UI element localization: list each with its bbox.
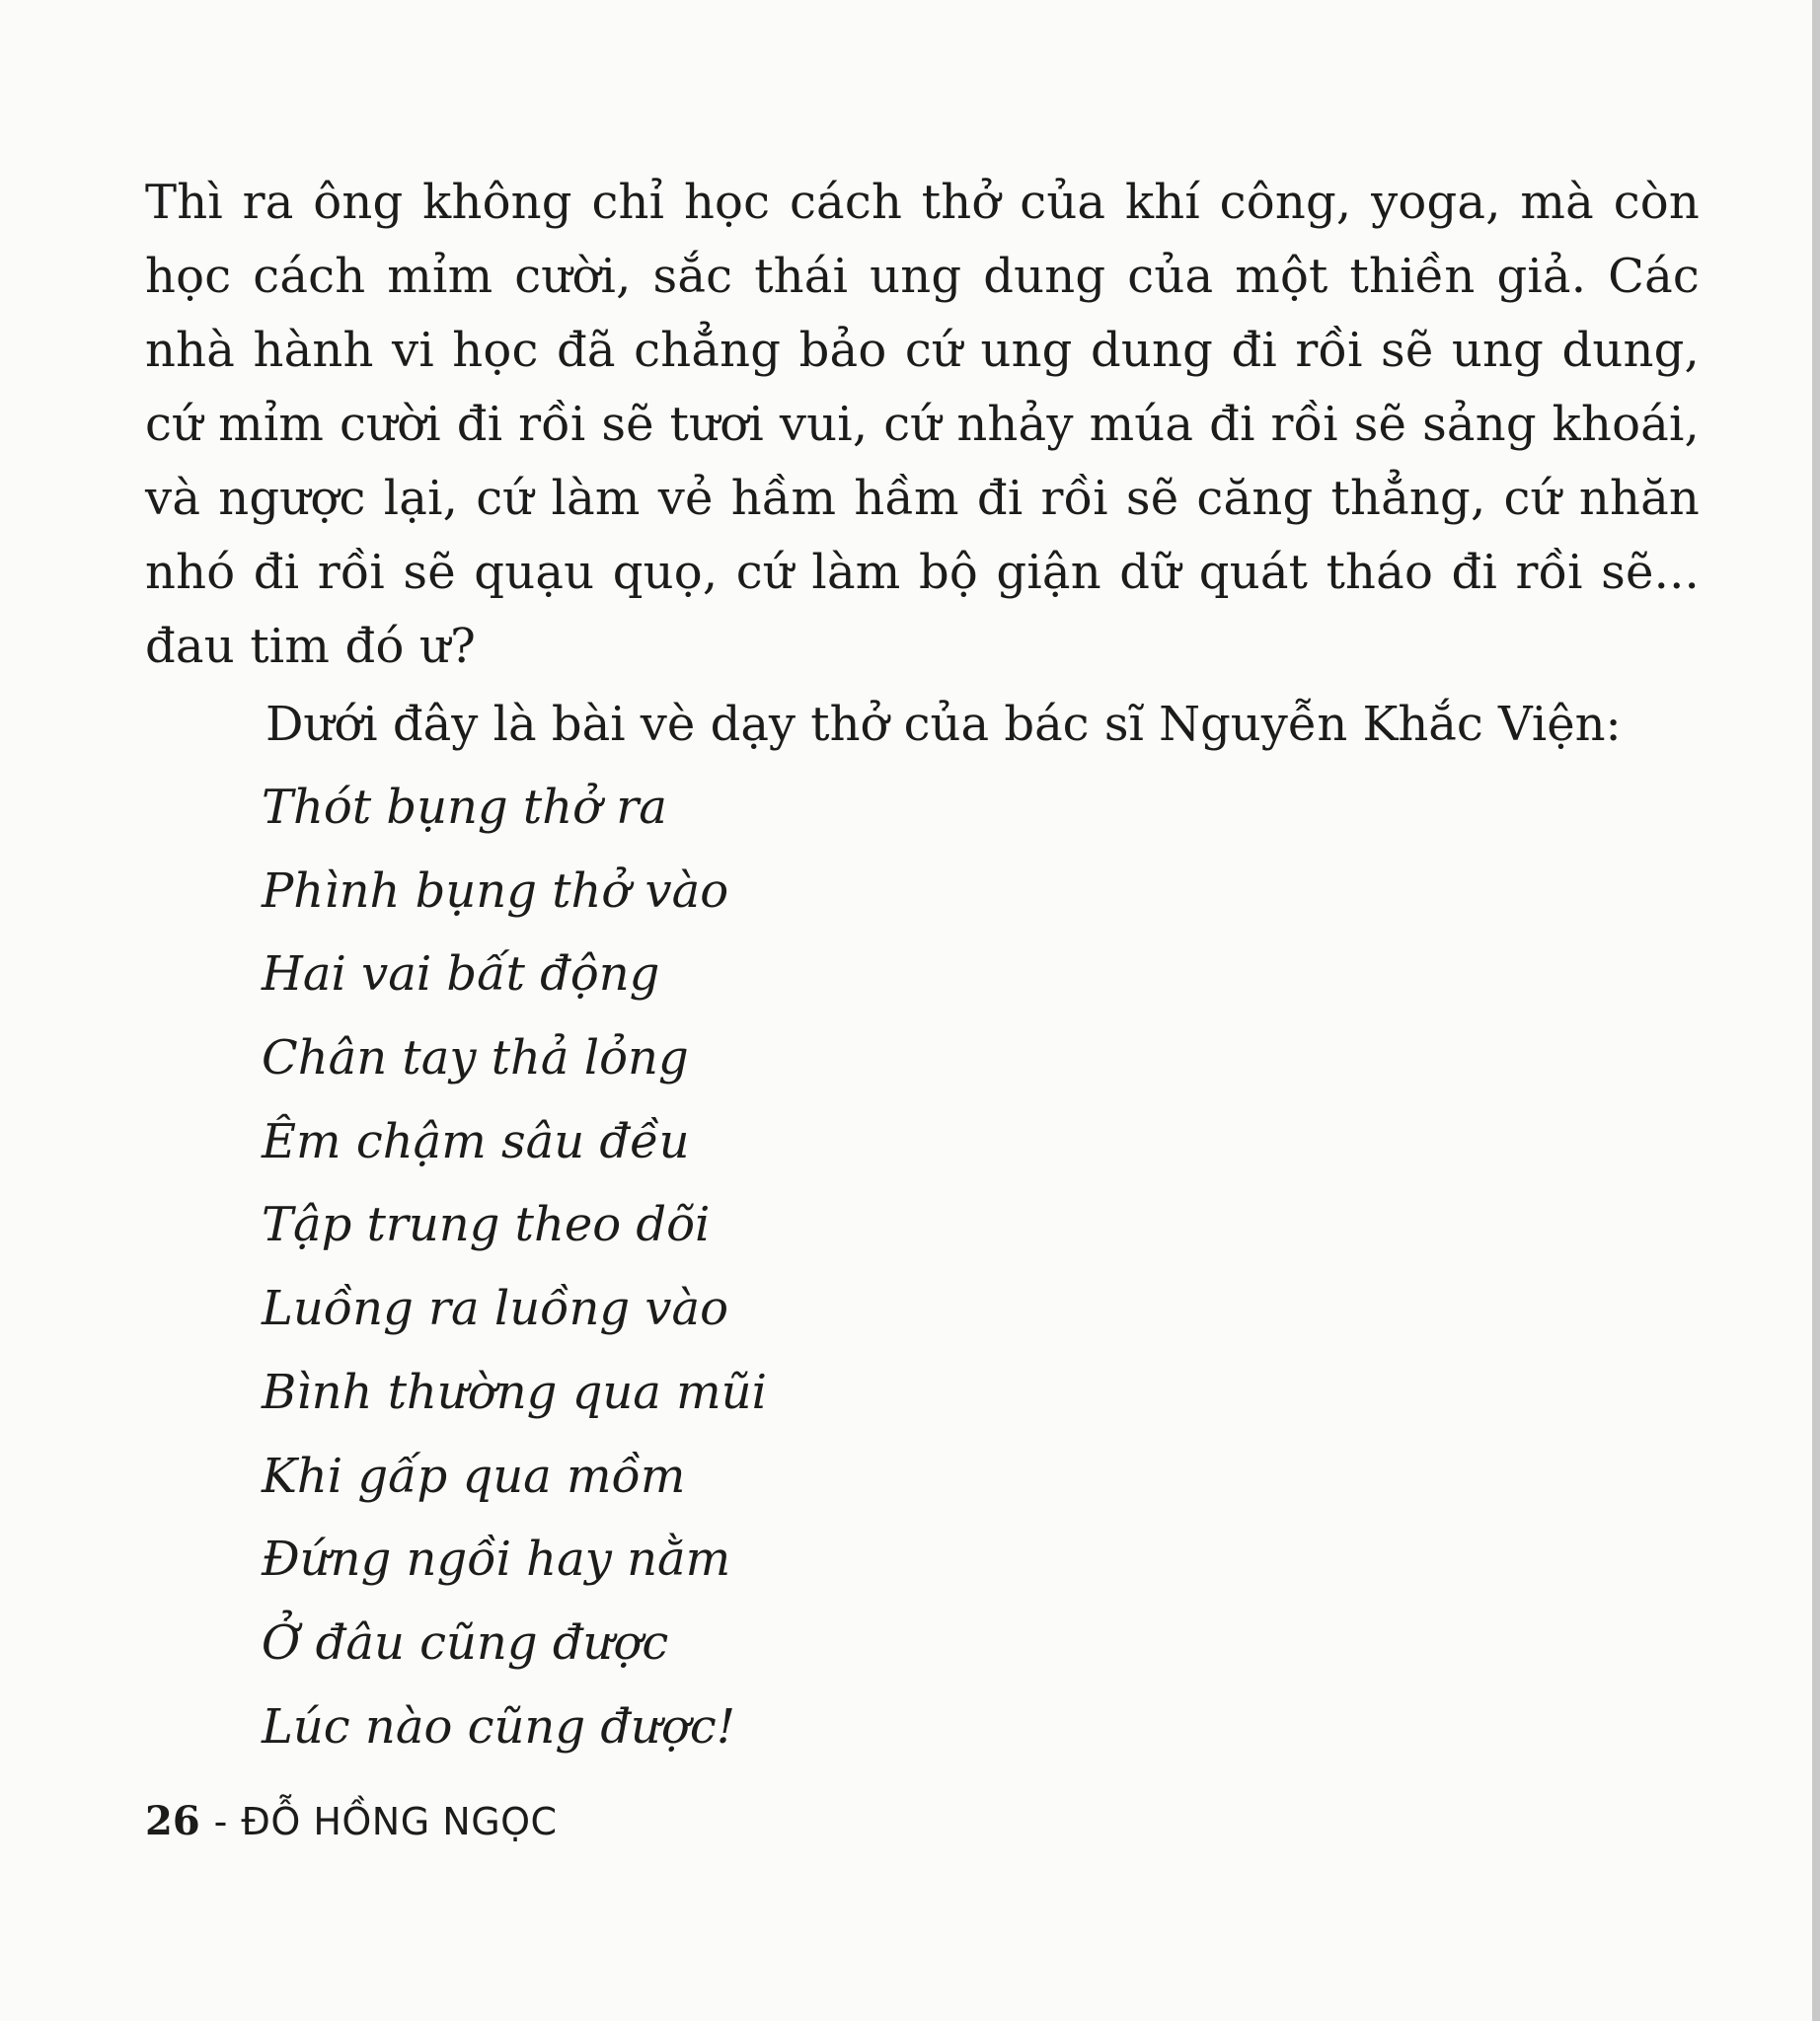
poem-intro: Dưới đây là bài vè dạy thở của bác sĩ Nguyễn Khắc Viện: <box>265 697 1622 752</box>
poem-line: Khi gấp qua mồm <box>262 1448 686 1504</box>
poem-line: Luồng ra luồng vào <box>262 1281 729 1337</box>
body-paragraph: Thì ra ông không chỉ học cách thở của khí công, yoga, mà còn học cách mỉm cười, sắc thái ung dung của một thiền giả. Các nhà hành vi học đã chẳng bảo cứ ung dung đi rồi sẽ ung dung, cứ mỉm cười đi rồi sẽ tươi vui, cứ nhảy múa đi rồi sẽ sảng khoái, và ngược lại, cứ làm vẻ hầm hầm đi rồi sẽ căng thẳng, cứ nhăn nhó đi rồi sẽ quạu quọ, cứ làm bộ giận dữ quát tháo đi rồi sẽ... đau tim đó ư? <box>145 175 1700 674</box>
page-number: 26 <box>145 1798 200 1844</box>
poem-line: Hai vai bất động <box>262 946 660 1003</box>
page-content <box>145 166 1700 1768</box>
poem-line: Chân tay thả lỏng <box>262 1030 689 1086</box>
poem-line: Đứng ngồi hay nằm <box>262 1532 731 1588</box>
poem-line: Thót bụng thở ra <box>262 780 667 835</box>
poem-line: Tập trung theo dõi <box>262 1197 711 1253</box>
page-edge-shadow <box>1812 0 1820 2021</box>
poem-line: Ở đâu cũng được <box>262 1614 669 1671</box>
poem-line: Phình bụng thở vào <box>262 862 729 919</box>
poem-line: Lúc nào cũng được! <box>262 1698 736 1755</box>
author-name: ĐỖ HỒNG NGỌC <box>241 1800 558 1843</box>
poem-line: Bình thường qua mũi <box>262 1364 767 1420</box>
poem-line: Êm chậm sâu đều <box>262 1113 690 1169</box>
poem <box>145 766 1700 1768</box>
footer-separator: - <box>213 1800 228 1843</box>
page-footer <box>145 1798 558 1857</box>
